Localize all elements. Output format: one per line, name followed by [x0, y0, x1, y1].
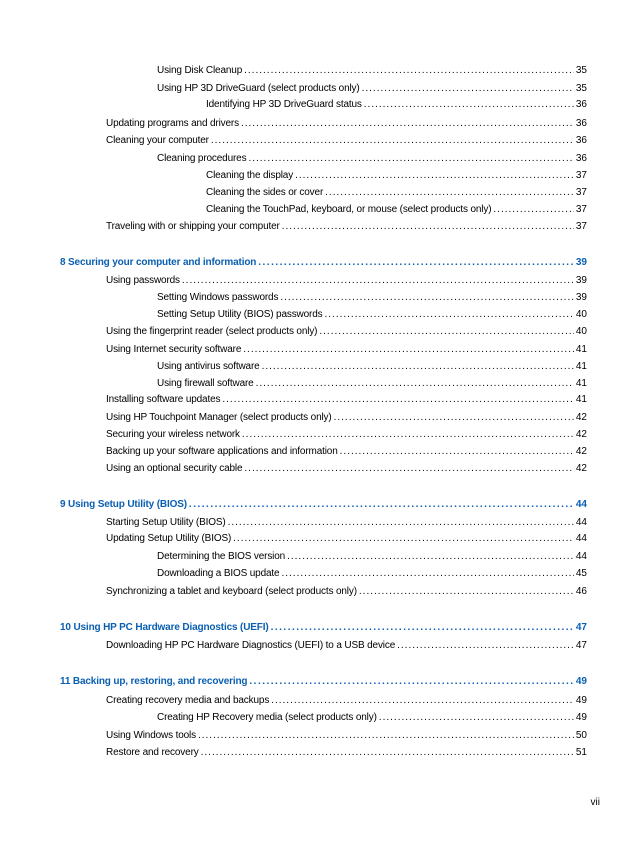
toc-entry-page: 36 [575, 153, 587, 164]
toc-entry-page: 41 [575, 394, 587, 405]
toc-entry[interactable] [106, 324, 587, 339]
toc-entry-title: Cleaning procedures [157, 153, 247, 164]
toc-entry-title: Restore and recovery [106, 747, 199, 758]
dot-leader [282, 219, 574, 234]
toc-entry[interactable] [106, 745, 587, 760]
dot-leader [362, 81, 574, 96]
toc-entry-title: 9 Using Setup Utility (BIOS) [60, 499, 187, 510]
toc-entry-title: Securing your wireless network [106, 429, 240, 440]
toc-entry-page: 44 [575, 551, 587, 562]
dot-leader [364, 97, 574, 112]
toc-entry[interactable] [206, 97, 587, 112]
toc-chapter-entry[interactable] [60, 255, 587, 270]
dot-leader [271, 620, 574, 635]
toc-entry[interactable] [157, 63, 587, 78]
toc-entry-title: Using the fingerprint reader (select products only) [106, 326, 318, 337]
toc-entry-title: Starting Setup Utility (BIOS) [106, 517, 226, 528]
toc-entry-page: 49 [575, 676, 587, 687]
toc-entry-page: 42 [575, 412, 587, 423]
dot-leader [241, 116, 574, 131]
dot-leader [248, 151, 573, 166]
toc-entry[interactable] [157, 151, 587, 166]
toc-entry-page: 42 [575, 429, 587, 440]
toc-entry[interactable] [106, 427, 587, 442]
toc-entry-title: Setting Setup Utility (BIOS) passwords [157, 309, 323, 320]
toc-entry-page: 39 [575, 292, 587, 303]
toc-entry-page: 36 [575, 99, 587, 110]
toc-entry[interactable] [106, 638, 587, 653]
toc-entry-title: Backing up your software applications and information [106, 446, 338, 457]
dot-leader [244, 63, 574, 78]
toc-entry-title: Using passwords [106, 275, 180, 286]
dot-leader [244, 461, 573, 476]
toc-entry[interactable] [157, 359, 587, 374]
toc-entry[interactable] [106, 116, 587, 131]
toc-entry[interactable] [157, 710, 587, 725]
toc-entry-page: 41 [575, 344, 587, 355]
toc-entry[interactable] [106, 410, 587, 425]
toc-entry[interactable] [106, 392, 587, 407]
toc-entry-title: Identifying HP 3D DriveGuard status [206, 99, 362, 110]
toc-entry-page: 41 [575, 361, 587, 372]
toc-chapter-entry[interactable] [60, 620, 587, 635]
toc-entry[interactable] [106, 531, 587, 546]
toc-entry-title: Cleaning the sides or cover [206, 187, 324, 198]
toc-entry[interactable] [106, 273, 587, 288]
toc-entry-page: 37 [575, 170, 587, 181]
dot-leader [493, 202, 573, 217]
dot-leader [228, 515, 574, 530]
toc-entry[interactable] [206, 202, 587, 217]
toc-entry-title: Updating Setup Utility (BIOS) [106, 533, 232, 544]
dot-leader [258, 255, 574, 270]
toc-entry-page: 37 [575, 221, 587, 232]
dot-leader [256, 376, 574, 391]
toc-entry-page: 42 [575, 463, 587, 474]
dot-leader [295, 168, 574, 183]
toc-entry[interactable] [106, 461, 587, 476]
toc-entry[interactable] [106, 515, 587, 530]
page-number: vii [590, 797, 600, 808]
toc-entry-page: 49 [575, 712, 587, 723]
toc-entry-page: 37 [575, 187, 587, 198]
toc-entry-page: 49 [575, 695, 587, 706]
toc-entry-title: Determining the BIOS version [157, 551, 286, 562]
toc-entry-title: Using Disk Cleanup [157, 65, 243, 76]
toc-entry-page: 39 [575, 257, 587, 268]
toc-entry[interactable] [106, 584, 587, 599]
toc-entry[interactable] [206, 168, 587, 183]
dot-leader [262, 359, 574, 374]
toc-entry[interactable] [106, 693, 587, 708]
toc-chapter-entry[interactable] [60, 674, 587, 689]
toc-entry-page: 37 [575, 204, 587, 215]
dot-leader [359, 584, 574, 599]
dot-leader [271, 693, 574, 708]
toc-entry-title: Using HP 3D DriveGuard (select products only) [157, 83, 360, 94]
dot-leader [211, 133, 574, 148]
toc-entry-title: Synchronizing a tablet and keyboard (select products only) [106, 586, 357, 597]
dot-leader [325, 185, 574, 200]
toc-entry[interactable] [157, 549, 587, 564]
toc-entry-title: Using antivirus software [157, 361, 260, 372]
dot-leader [222, 392, 574, 407]
toc-entry[interactable] [106, 133, 587, 148]
dot-leader [334, 410, 574, 425]
toc-entry-title: Using firewall software [157, 378, 254, 389]
toc-entry-page: 44 [575, 517, 587, 528]
toc-entry-page: 47 [575, 622, 587, 633]
dot-leader [340, 444, 574, 459]
dot-leader [379, 710, 574, 725]
toc-entry-page: 36 [575, 135, 587, 146]
toc-entry-title: Setting Windows passwords [157, 292, 279, 303]
toc-entry-page: 40 [575, 309, 587, 320]
toc-entry-page: 35 [575, 83, 587, 94]
toc-entry-page: 45 [575, 568, 587, 579]
dot-leader [182, 273, 574, 288]
toc-entry-title: Creating recovery media and backups [106, 695, 270, 706]
toc-entry-title: Using HP Touchpoint Manager (select products only) [106, 412, 332, 423]
dot-leader [198, 728, 574, 743]
dot-leader [201, 745, 574, 760]
dot-leader [280, 290, 574, 305]
toc-entry-title: Updating programs and drivers [106, 118, 239, 129]
toc-entry[interactable] [157, 290, 587, 305]
toc-entry-page: 35 [575, 65, 587, 76]
toc-entry[interactable] [157, 307, 587, 322]
toc-entry[interactable] [106, 342, 587, 357]
toc-entry[interactable] [106, 728, 587, 743]
dot-leader [324, 307, 573, 322]
dot-leader [249, 674, 573, 689]
toc-entry-page: 51 [575, 747, 587, 758]
toc-entry-title: Traveling with or shipping your computer [106, 221, 280, 232]
dot-leader [233, 531, 574, 546]
toc-entry-title: Downloading HP PC Hardware Diagnostics (UEFI) to a USB device [106, 640, 396, 651]
toc-entry-page: 41 [575, 378, 587, 389]
toc-entry[interactable] [106, 444, 587, 459]
toc-entry-page: 44 [575, 533, 587, 544]
toc-entry-page: 39 [575, 275, 587, 286]
toc-entry-title: Using Internet security software [106, 344, 242, 355]
toc-entry-title: Cleaning the display [206, 170, 294, 181]
toc-entry-page: 40 [575, 326, 587, 337]
toc-entry-page: 47 [575, 640, 587, 651]
toc-entry-title: 10 Using HP PC Hardware Diagnostics (UEFI) [60, 622, 269, 633]
toc-entry-title: Downloading a BIOS update [157, 568, 280, 579]
dot-leader [281, 566, 573, 581]
toc-entry-title: Installing software updates [106, 394, 221, 405]
toc-entry-page: 44 [575, 499, 587, 510]
toc-entry-title: 11 Backing up, restoring, and recovering [60, 676, 248, 687]
toc-entry-title: Cleaning your computer [106, 135, 209, 146]
dot-leader [243, 342, 574, 357]
toc-entry-page: 50 [575, 730, 587, 741]
toc-entry[interactable] [157, 376, 587, 391]
toc-chapter-entry[interactable] [60, 497, 587, 512]
toc-entry-page: 46 [575, 586, 587, 597]
toc-entry-title: Cleaning the TouchPad, keyboard, or mouse (select products only) [206, 204, 492, 215]
dot-leader [189, 497, 574, 512]
dot-leader [319, 324, 574, 339]
dot-leader [242, 427, 574, 442]
dot-leader [287, 549, 574, 564]
toc-entry[interactable] [157, 566, 587, 581]
toc-entry-page: 36 [575, 118, 587, 129]
toc-entry[interactable] [106, 219, 587, 234]
toc-entry-page: 42 [575, 446, 587, 457]
toc-entry[interactable] [206, 185, 587, 200]
toc-entry-title: Using an optional security cable [106, 463, 243, 474]
dot-leader [397, 638, 574, 653]
toc-entry-title: Using Windows tools [106, 730, 196, 741]
toc-entry-title: Creating HP Recovery media (select products only) [157, 712, 377, 723]
toc-entry[interactable] [157, 81, 587, 96]
toc-entry-title: 8 Securing your computer and information [60, 257, 257, 268]
